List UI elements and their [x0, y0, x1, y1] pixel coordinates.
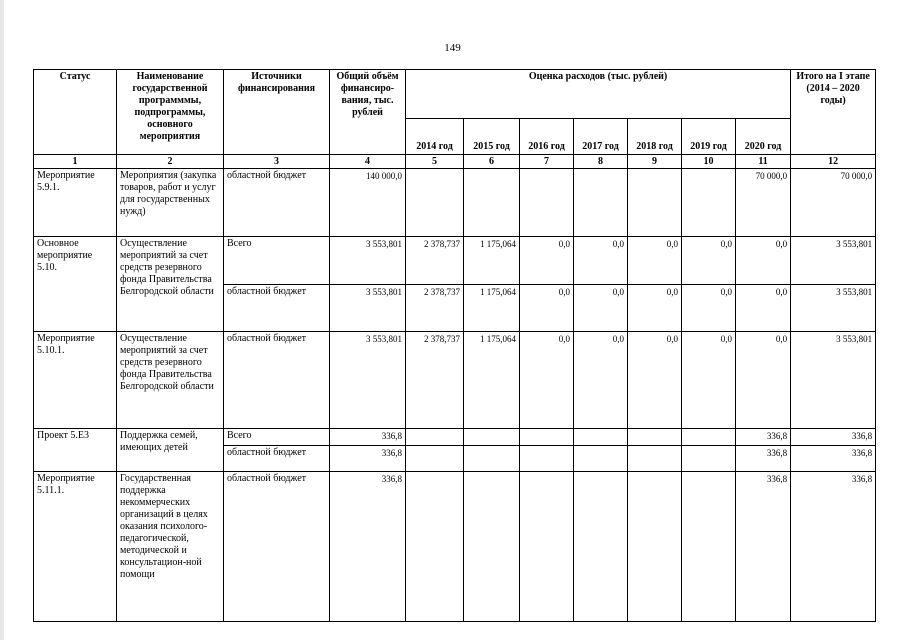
cell-2017 — [574, 472, 628, 622]
header-year-2015: 2015 год — [464, 119, 520, 155]
row-source: областной бюджет — [224, 332, 330, 429]
cell-stage-total: 336,8 — [791, 446, 876, 472]
column-number: 1 — [34, 155, 117, 169]
cell-stage-total: 70 000,0 — [791, 169, 876, 237]
cell-2014 — [406, 429, 464, 446]
cell-2016 — [520, 446, 574, 472]
cell-2017: 0,0 — [574, 332, 628, 429]
cell-2016: 0,0 — [520, 285, 574, 332]
cell-2017 — [574, 169, 628, 237]
cell-2020: 336,8 — [736, 446, 791, 472]
cell-2017: 0,0 — [574, 285, 628, 332]
cell-total: 3 553,801 — [330, 285, 406, 332]
table-row — [34, 332, 876, 429]
cell-2019 — [682, 446, 736, 472]
cell-total: 3 553,801 — [330, 332, 406, 429]
cell-2015: 1 175,064 — [464, 285, 520, 332]
row-status: Мероприятие 5.11.1. — [34, 472, 117, 622]
cell-2015 — [464, 472, 520, 622]
table-row — [34, 429, 876, 446]
cell-2020: 0,0 — [736, 237, 791, 285]
cell-2019: 0,0 — [682, 332, 736, 429]
row-source: областной бюджет — [224, 446, 330, 472]
cell-2017 — [574, 429, 628, 446]
cell-total: 336,8 — [330, 429, 406, 446]
header-year-2018: 2018 год — [628, 119, 682, 155]
row-name: Осуществление мероприятий за счет средств резервного фонда Правительства Белгородской области — [117, 237, 224, 332]
table-row — [34, 237, 876, 285]
header-year-2014: 2014 год — [406, 119, 464, 155]
cell-2017 — [574, 446, 628, 472]
header-name: Наименование государственной программмы, подпрограммы, основного мероприятия — [117, 70, 224, 155]
column-number: 7 — [520, 155, 574, 169]
row-name: Мероприятия (закупка товаров, работ и услуг для государственных нужд) — [117, 169, 224, 237]
cell-2015 — [464, 446, 520, 472]
cell-2018: 0,0 — [628, 237, 682, 285]
column-number: 10 — [682, 155, 736, 169]
cell-2015 — [464, 169, 520, 237]
cell-2018: 0,0 — [628, 332, 682, 429]
row-source: областной бюджет — [224, 472, 330, 622]
cell-2018: 0,0 — [628, 285, 682, 332]
header-year-2019: 2019 год — [682, 119, 736, 155]
cell-total: 3 553,801 — [330, 237, 406, 285]
cell-total: 140 000,0 — [330, 169, 406, 237]
cell-2016: 0,0 — [520, 332, 574, 429]
column-number: 11 — [736, 155, 791, 169]
header-stage-total: Итого на I этапе (2014 – 2020 годы) — [791, 70, 876, 155]
cell-2018 — [628, 472, 682, 622]
column-number: 6 — [464, 155, 520, 169]
row-status: Мероприятие 5.10.1. — [34, 332, 117, 429]
cell-2018 — [628, 169, 682, 237]
cell-stage-total: 3 553,801 — [791, 285, 876, 332]
cell-2014 — [406, 169, 464, 237]
column-number: 4 — [330, 155, 406, 169]
cell-2016 — [520, 429, 574, 446]
cell-2019 — [682, 472, 736, 622]
cell-2016: 0,0 — [520, 237, 574, 285]
row-source: Всего — [224, 429, 330, 446]
cell-2014 — [406, 446, 464, 472]
cell-2019: 0,0 — [682, 285, 736, 332]
header-year-2017: 2017 год — [574, 119, 628, 155]
cell-2020: 336,8 — [736, 429, 791, 446]
header-estimate: Оценка расходов (тыс. рублей) — [406, 70, 791, 119]
cell-2015: 1 175,064 — [464, 332, 520, 429]
cell-2020: 336,8 — [736, 472, 791, 622]
cell-2020: 0,0 — [736, 332, 791, 429]
row-status: Основное мероприятие 5.10. — [34, 237, 117, 332]
column-number: 12 — [791, 155, 876, 169]
column-number-row — [34, 155, 876, 169]
cell-total: 336,8 — [330, 446, 406, 472]
cell-2017: 0,0 — [574, 237, 628, 285]
cell-2018 — [628, 429, 682, 446]
cell-2014 — [406, 472, 464, 622]
column-number: 2 — [117, 155, 224, 169]
column-number: 9 — [628, 155, 682, 169]
cell-stage-total: 3 553,801 — [791, 332, 876, 429]
row-name: Государственная поддержка некоммерческих организаций в целях оказания психолого-педагогической, методической и консультацион-ной помощи — [117, 472, 224, 622]
budget-table — [33, 69, 876, 622]
cell-2016 — [520, 472, 574, 622]
column-number: 3 — [224, 155, 330, 169]
header-total: Общий объём финансиро-вания, тыс. рублей — [330, 70, 406, 155]
table-row — [34, 472, 876, 622]
cell-total: 336,8 — [330, 472, 406, 622]
row-status: Мероприятие 5.9.1. — [34, 169, 117, 237]
cell-2015: 1 175,064 — [464, 237, 520, 285]
row-source: областной бюджет — [224, 169, 330, 237]
column-number: 5 — [406, 155, 464, 169]
column-number: 8 — [574, 155, 628, 169]
cell-2014: 2 378,737 — [406, 285, 464, 332]
row-source: Всего — [224, 237, 330, 285]
cell-stage-total: 3 553,801 — [791, 237, 876, 285]
header-year-2016: 2016 год — [520, 119, 574, 155]
cell-2016 — [520, 169, 574, 237]
table-row — [34, 169, 876, 237]
row-source: областной бюджет — [224, 285, 330, 332]
header-source: Источники финансирования — [224, 70, 330, 155]
row-status: Проект 5.Е3 — [34, 429, 117, 472]
cell-2014: 2 378,737 — [406, 332, 464, 429]
cell-2019: 0,0 — [682, 237, 736, 285]
cell-2015 — [464, 429, 520, 446]
cell-2018 — [628, 446, 682, 472]
cell-stage-total: 336,8 — [791, 429, 876, 446]
cell-2014: 2 378,737 — [406, 237, 464, 285]
cell-2020: 70 000,0 — [736, 169, 791, 237]
cell-2020: 0,0 — [736, 285, 791, 332]
scan-edge — [0, 0, 4, 640]
cell-2019 — [682, 429, 736, 446]
header-status: Статус — [34, 70, 117, 155]
cell-stage-total: 336,8 — [791, 472, 876, 622]
cell-2019 — [682, 169, 736, 237]
page-number: 149 — [444, 42, 461, 54]
row-name: Осуществление мероприятий за счет средств резервного фонда Правительства Белгородской области — [117, 332, 224, 429]
header-year-2020: 2020 год — [736, 119, 791, 155]
row-name: Поддержка семей, имеющих детей — [117, 429, 224, 472]
